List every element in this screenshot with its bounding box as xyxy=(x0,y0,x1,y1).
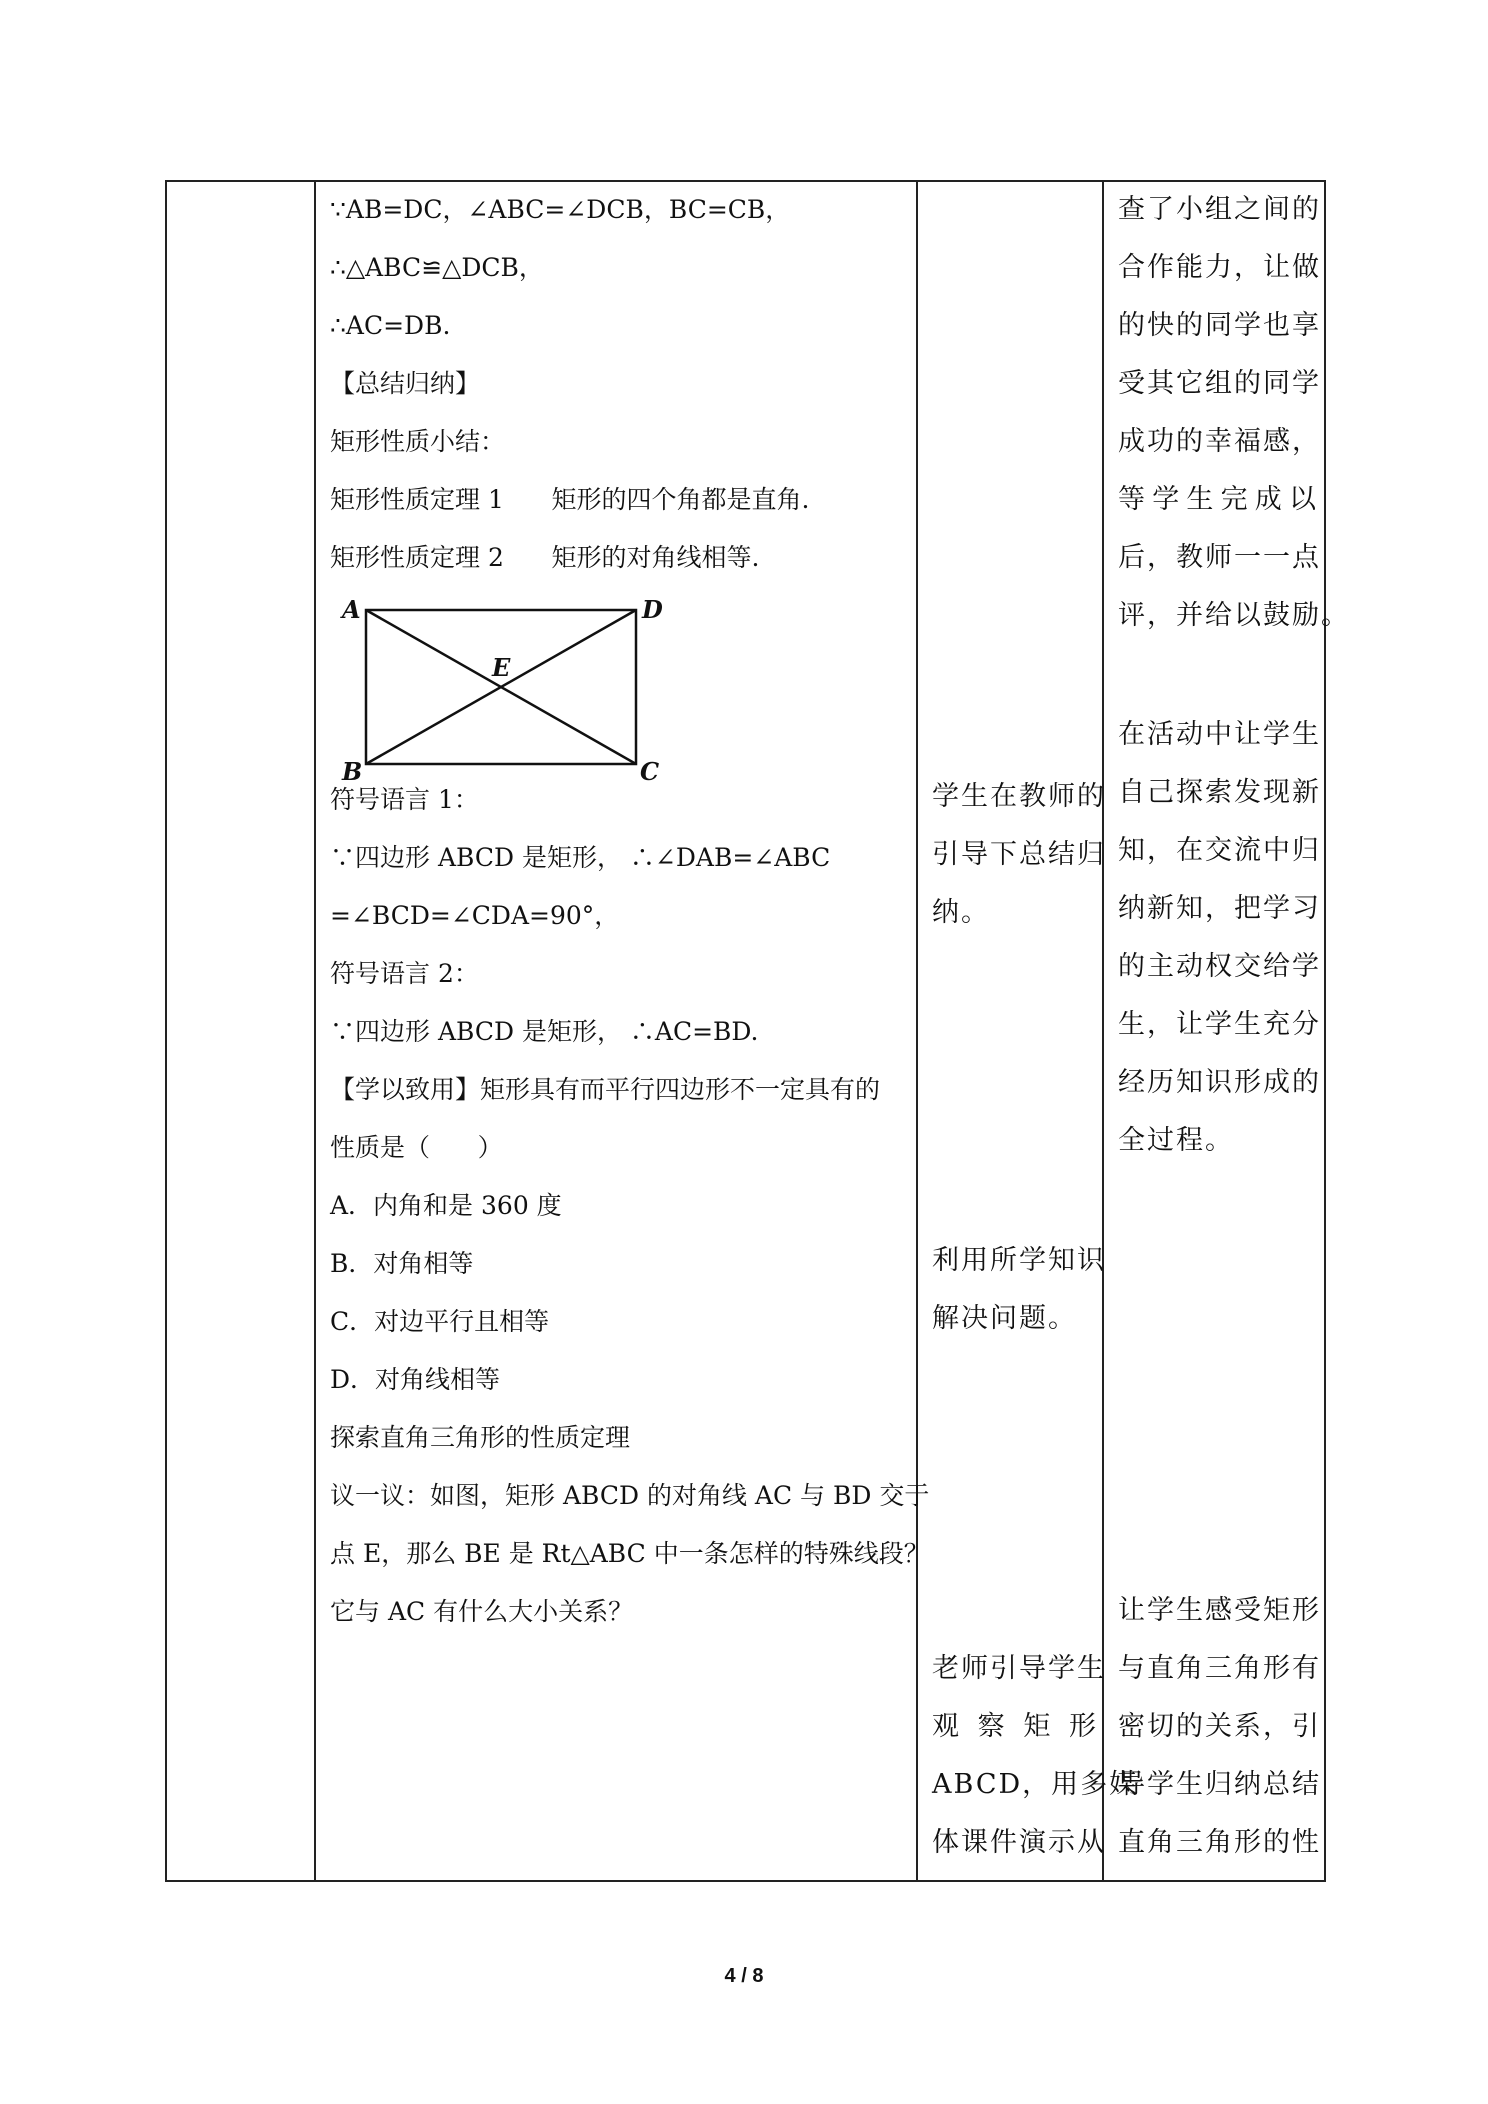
text-line: 自己探索发现新 xyxy=(1118,777,1321,808)
text-line: 点 E，那么 BE 是 Rt△ABC 中一条怎样的特殊线段？ xyxy=(330,1539,929,1568)
option-b: B．对角相等 xyxy=(330,1249,474,1278)
exercise-line: 【学以致用】矩形具有而平行四边形不一定具有的 xyxy=(330,1075,881,1104)
text-line: 成功的幸福感， xyxy=(1118,426,1321,457)
text-line: 全过程。 xyxy=(1118,1125,1234,1156)
vertex-label-d: D xyxy=(642,595,663,624)
text-line: 生，让学生充分 xyxy=(1118,1009,1321,1040)
point-label-e: E xyxy=(492,653,511,682)
text-line: 议一议：如图，矩形 ABCD 的对角线 AC 与 BD 交于 xyxy=(330,1481,930,1510)
option-d: D．对角线相等 xyxy=(330,1365,501,1394)
section-heading: 【总结归纳】 xyxy=(330,369,481,398)
text-line: =∠BCD=∠CDA=90°， xyxy=(330,901,620,930)
text-line: 老师引导学生 xyxy=(932,1653,1106,1684)
text-line: 的主动权交给学 xyxy=(1118,951,1321,982)
vertex-label-a: A xyxy=(342,595,361,624)
text-line: 知，在交流中归 xyxy=(1118,835,1321,866)
text-line: ABCD，用多媒 xyxy=(932,1769,1139,1800)
text-line: 直角三角形的性 xyxy=(1118,1827,1321,1858)
text-line: 矩形性质小结： xyxy=(330,427,506,456)
text-line: 密切的关系，引 xyxy=(1118,1711,1321,1742)
text-line: 探索直角三角形的性质定理 xyxy=(330,1423,631,1452)
proof-line: ∴AC=DB. xyxy=(330,311,451,340)
text-line: 符号语言 1： xyxy=(330,785,479,814)
text-line: 导学生归纳总结 xyxy=(1118,1769,1321,1800)
exercise-line: 性质是（ ） xyxy=(330,1133,503,1162)
text-line: 查了小组之间的 xyxy=(1118,194,1321,225)
text-line: 体课件演示从 xyxy=(932,1827,1106,1858)
theorem-line: 矩形性质定理 1 矩形的四个角都是直角. xyxy=(330,485,810,514)
option-a: A．内角和是 360 度 xyxy=(330,1191,562,1220)
text-line: 让学生感受矩形 xyxy=(1118,1595,1321,1626)
rectangle-diagram xyxy=(330,592,670,782)
text-line: 在活动中让学生 xyxy=(1118,719,1321,750)
text-line: 利用所学知识 xyxy=(932,1245,1106,1276)
proof-line: ∴△ABC≌△DCB， xyxy=(330,253,544,282)
text-line: 的快的同学也享 xyxy=(1118,310,1321,341)
text-line: 合作能力，让做 xyxy=(1118,252,1321,283)
text-line: 观察矩形 xyxy=(932,1711,1098,1742)
table-column-divider xyxy=(314,180,316,1882)
text-line: 学生在教师的 xyxy=(932,781,1106,812)
vertex-label-b: B xyxy=(342,757,363,782)
text-line: 经历知识形成的 xyxy=(1118,1067,1321,1098)
text-line: ∵四边形 ABCD 是矩形， ∴∠DAB=∠ABC xyxy=(330,843,831,872)
page-number: 4 / 8 xyxy=(724,1965,764,1987)
theorem-line: 矩形性质定理 2 矩形的对角线相等. xyxy=(330,543,760,572)
table-column-divider xyxy=(916,180,918,1882)
option-c: C．对边平行且相等 xyxy=(330,1307,550,1336)
rectangle-figure xyxy=(330,592,670,782)
text-line: 后，教师一一点 xyxy=(1118,542,1321,573)
text-line: 等学生完成以 xyxy=(1118,484,1318,515)
text-line: 与直角三角形有 xyxy=(1118,1653,1321,1684)
text-line: 纳。 xyxy=(932,897,990,928)
text-line: 评，并给以鼓励。 xyxy=(1118,600,1350,631)
proof-line: ∵AB=DC，∠ABC=∠DCB，BC=CB， xyxy=(330,195,791,224)
text-line: 符号语言 2： xyxy=(330,959,479,988)
text-line: 受其它组的同学 xyxy=(1118,368,1321,399)
text-line: 解决问题。 xyxy=(932,1303,1077,1334)
text-line: ∵四边形 ABCD 是矩形， ∴AC=BD. xyxy=(330,1017,759,1046)
text-line: 纳新知，把学习 xyxy=(1118,893,1321,924)
table-column-divider xyxy=(1102,180,1104,1882)
text-line: 它与 AC 有什么大小关系？ xyxy=(330,1597,634,1626)
vertex-label-c: C xyxy=(640,757,660,782)
text-line: 引导下总结归 xyxy=(932,839,1106,870)
